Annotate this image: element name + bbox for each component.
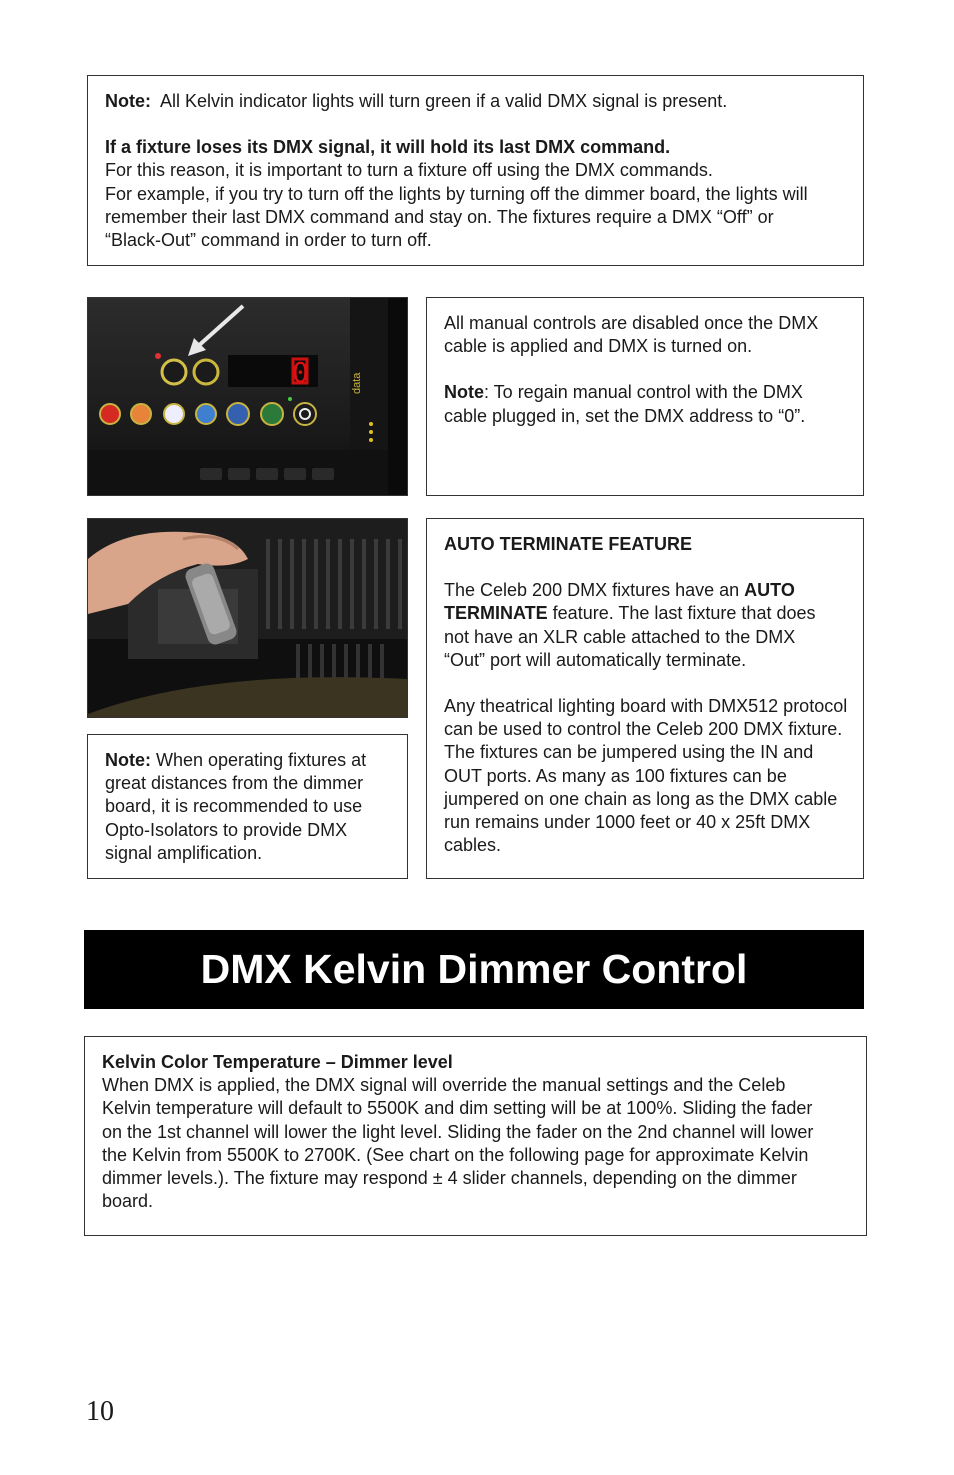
kelvin-info-box: [84, 1036, 867, 1236]
note-label: Note:: [105, 91, 151, 111]
data-side-label: data: [351, 372, 363, 394]
auto-terminate-box: [426, 518, 864, 879]
manual-note: [444, 381, 846, 427]
manual-controls-box: [426, 297, 864, 496]
kelvin-body: When DMX is applied, the DMX signal will override the manual settings and the Celeb Kelvin temperature will default to 5500K and dim setting will be at 100%. Sliding the fader on the 1st channel will lower the light level. Sliding the fader on the 2nd channel will lower the Kelvin from 5500K to 2700K. (See chart on the following page for approximate Kelvin dimmer levels.). The fixture may respond ± 4 slider channels, depending on the dimmer board.: [102, 1075, 814, 1212]
note-line: [105, 90, 846, 113]
auto-terminate-heading-text: AUTO TERMINATE FEATURE: [444, 534, 692, 554]
control-panel-photo: [87, 297, 408, 496]
xlr-cable-photo: [87, 518, 408, 718]
control-panel-illustration: [88, 298, 407, 495]
manual-note-text: : To regain manual control with the DMX cable plugged in, set the DMX address to “0”.: [444, 382, 806, 426]
display-digit: 0: [292, 356, 309, 389]
dmx512-description: Any theatrical lighting board with DMX512 protocol can be used to control the Celeb 200 DMX fixture. The fixtures can be jumpered using the IN and OUT ports. As many as 100 fixtures can be jumpered on one chain as long as the DMX cable run remains under 1000 feet or 40 x 25ft DMX cables.: [444, 696, 848, 856]
kelvin-heading: [102, 1051, 849, 1074]
opto-note-label: Note:: [105, 750, 151, 770]
dimmer-example: For example, if you try to turn off the lights by turning off the dimmer board, the lights will remember their last DMX command and stay on. The fixtures require a DMX “Off” or “Black-Out” command in order to turn off.: [105, 183, 808, 251]
auto-p1-post: feature. The last fixture that does not have an XLR cable attached to the DMX “Out” port will automatically terminate.: [444, 603, 816, 670]
opto-isolator-note-box: [87, 734, 408, 879]
auto-p1-pre: The Celeb 200 DMX fixtures have an: [444, 580, 745, 601]
opto-note-text: When operating fixtures at great distances from the dimmer board, it is recommended to use Opto-Isolators to provide DMX signal amplification.: [105, 750, 367, 863]
section-banner: DMX Kelvin Dimmer Control: [84, 930, 864, 1009]
manual-note-label: Note: [444, 382, 484, 403]
opto-note: [105, 749, 390, 865]
auto-terminate-heading: [444, 533, 846, 556]
kelvin-heading-text: Kelvin Color Temperature – Dimmer level: [102, 1052, 453, 1072]
signal-loss-warning: [105, 136, 846, 159]
turn-off-instruction: For this reason, it is important to turn a fixture off using the DMX commands.: [105, 160, 713, 181]
auto-terminate-description: [444, 579, 846, 672]
xlr-cable-illustration: [88, 519, 407, 717]
manual-disabled-text: All manual controls are disabled once the DMX cable is applied and DMX is turned on.: [444, 313, 819, 357]
note-text: All Kelvin indicator lights will turn green if a valid DMX signal is present.: [160, 91, 728, 111]
dmx-signal-note-box: [87, 75, 864, 266]
auto-p1-bold: AUTO TERMINATE: [444, 580, 795, 624]
page-number: 10: [86, 1396, 114, 1427]
signal-loss-bold: If a fixture loses its DMX signal, it will hold its last DMX command.: [105, 137, 671, 158]
